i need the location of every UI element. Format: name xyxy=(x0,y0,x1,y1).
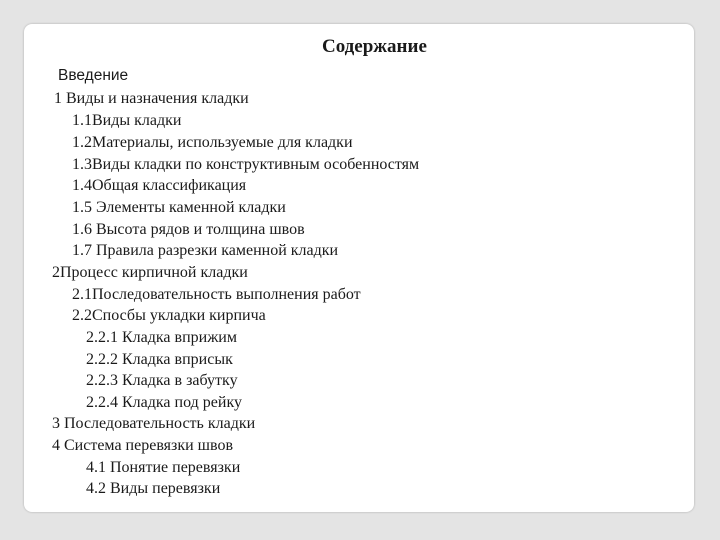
toc-item: 2Процесс кирпичной кладки xyxy=(52,264,248,281)
toc-item: 1.6 Высота рядов и толщина швов xyxy=(72,221,305,238)
toc-item: 2.2.2 Кладка вприсык xyxy=(86,351,233,368)
toc-item: 1.4Общая классификация xyxy=(72,177,247,194)
toc-item: 1.3Виды кладки по конструктивным особенностям xyxy=(72,156,420,173)
toc-item: 2.2.4 Кладка под рейку xyxy=(86,394,242,411)
toc-item: 2.1Последовательность выполнения работ xyxy=(72,286,361,303)
toc-item: 4.1 Понятие перевязки xyxy=(86,459,241,476)
toc-item: 1.1Виды кладки xyxy=(72,112,182,129)
toc-item: 3 Последовательность кладки xyxy=(52,415,256,432)
toc-item: 4 Система перевязки швов xyxy=(52,437,233,454)
toc-item: 4.2 Виды перевязки xyxy=(86,480,221,497)
page-title: Содержание xyxy=(322,36,427,57)
toc-item: 1.5 Элементы каменной кладки xyxy=(72,199,286,216)
toc-item: 1.2Материалы, используемые для кладки xyxy=(72,134,353,151)
toc-item: 2.2.1 Кладка вприжим xyxy=(86,329,237,346)
toc-item: Введение xyxy=(58,67,129,84)
toc-item: 2.2Спосбы укладки кирпича xyxy=(72,307,266,324)
toc-item: 1.7 Правила разрезки каменной кладки xyxy=(72,242,339,259)
toc-item: 1 Виды и назначения кладки xyxy=(54,90,249,107)
toc-item: 2.2.3 Кладка в забутку xyxy=(86,372,238,389)
